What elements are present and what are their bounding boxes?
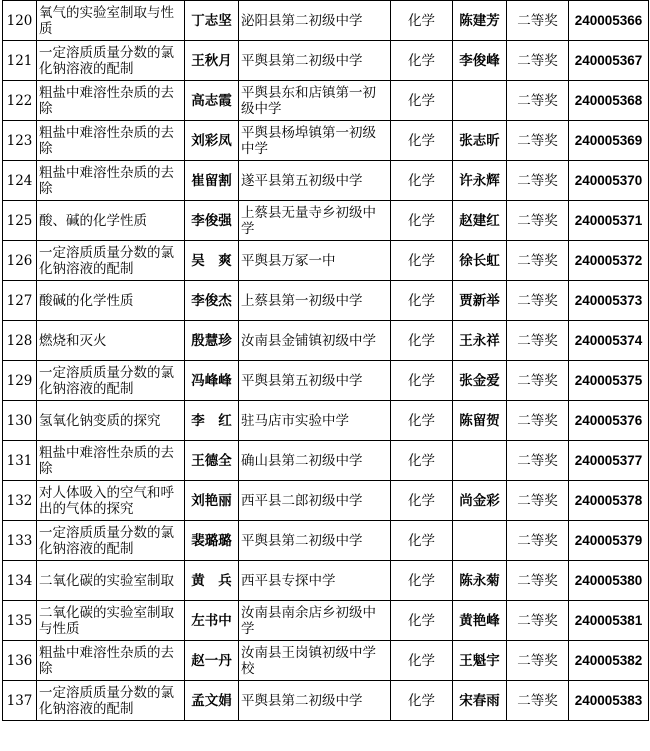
experiment-topic: 粗盐中难溶性杂质的去除	[37, 121, 185, 161]
table-row	[3, 441, 649, 481]
prize-level: 二等奖	[507, 41, 569, 81]
prize-level: 二等奖	[507, 561, 569, 601]
certificate-number: 240005370	[569, 161, 649, 201]
prize-level: 二等奖	[507, 521, 569, 561]
subject: 化学	[391, 281, 453, 321]
school-name: 遂平县第五初级中学	[239, 161, 391, 201]
prize-level: 二等奖	[507, 641, 569, 681]
certificate-number: 240005375	[569, 361, 649, 401]
experiment-topic: 粗盐中难溶性杂质的去除	[37, 441, 185, 481]
certificate-number: 240005374	[569, 321, 649, 361]
school-name: 平舆县第五初级中学	[239, 361, 391, 401]
teacher-name: 陈永菊	[453, 561, 507, 601]
table-row	[3, 601, 649, 641]
teacher-name: 陈建芳	[453, 1, 507, 41]
school-name: 平舆县东和店镇第一初级中学	[239, 81, 391, 121]
experiment-topic: 粗盐中难溶性杂质的去除	[37, 161, 185, 201]
certificate-number: 240005382	[569, 641, 649, 681]
certificate-number: 240005378	[569, 481, 649, 521]
row-number: 124	[3, 161, 37, 201]
school-name: 西平县二郎初级中学	[239, 481, 391, 521]
table-row	[3, 241, 649, 281]
prize-level: 二等奖	[507, 201, 569, 241]
experiment-topic: 氧气的实验室制取与性质	[37, 1, 185, 41]
subject: 化学	[391, 561, 453, 601]
school-name: 平舆县第二初级中学	[239, 41, 391, 81]
prize-level: 二等奖	[507, 1, 569, 41]
experiment-topic: 一定溶质质量分数的氯化钠溶液的配制	[37, 241, 185, 281]
prize-level: 二等奖	[507, 361, 569, 401]
experiment-topic: 酸、碱的化学性质	[37, 201, 185, 241]
certificate-number: 240005381	[569, 601, 649, 641]
certificate-number: 240005371	[569, 201, 649, 241]
school-name: 汝南县南余店乡初级中学	[239, 601, 391, 641]
student-name: 王秋月	[185, 41, 239, 81]
certificate-number: 240005369	[569, 121, 649, 161]
awards-table	[2, 0, 649, 721]
row-number: 132	[3, 481, 37, 521]
teacher-name: 尚金彩	[453, 481, 507, 521]
school-name: 平舆县第二初级中学	[239, 521, 391, 561]
certificate-number: 240005383	[569, 681, 649, 721]
experiment-topic: 一定溶质质量分数的氯化钠溶液的配制	[37, 41, 185, 81]
subject: 化学	[391, 601, 453, 641]
table-row	[3, 481, 649, 521]
row-number: 129	[3, 361, 37, 401]
teacher-name	[453, 521, 507, 561]
row-number: 127	[3, 281, 37, 321]
school-name: 确山县第二初级中学	[239, 441, 391, 481]
subject: 化学	[391, 361, 453, 401]
student-name: 王德全	[185, 441, 239, 481]
certificate-number: 240005377	[569, 441, 649, 481]
teacher-name: 宋春雨	[453, 681, 507, 721]
certificate-number: 240005376	[569, 401, 649, 441]
prize-level: 二等奖	[507, 601, 569, 641]
teacher-name: 贾新举	[453, 281, 507, 321]
subject: 化学	[391, 41, 453, 81]
teacher-name: 徐长虹	[453, 241, 507, 281]
school-name: 泌阳县第二初级中学	[239, 1, 391, 41]
row-number: 134	[3, 561, 37, 601]
experiment-topic: 粗盐中难溶性杂质的去除	[37, 81, 185, 121]
row-number: 135	[3, 601, 37, 641]
school-name: 平舆县杨埠镇第一初级中学	[239, 121, 391, 161]
row-number: 137	[3, 681, 37, 721]
certificate-number: 240005372	[569, 241, 649, 281]
subject: 化学	[391, 401, 453, 441]
prize-level: 二等奖	[507, 441, 569, 481]
certificate-number: 240005366	[569, 1, 649, 41]
student-name: 李 红	[185, 401, 239, 441]
experiment-topic: 燃烧和灭火	[37, 321, 185, 361]
experiment-topic: 一定溶质质量分数的氯化钠溶液的配制	[37, 521, 185, 561]
row-number: 123	[3, 121, 37, 161]
certificate-number: 240005368	[569, 81, 649, 121]
subject: 化学	[391, 201, 453, 241]
table-row	[3, 1, 649, 41]
teacher-name: 陈留贺	[453, 401, 507, 441]
experiment-topic: 二氧化碳的实验室制取与性质	[37, 601, 185, 641]
table-row	[3, 281, 649, 321]
table-row	[3, 561, 649, 601]
school-name: 汝南县王岗镇初级中学校	[239, 641, 391, 681]
teacher-name: 王永祥	[453, 321, 507, 361]
table-row	[3, 681, 649, 721]
experiment-topic: 氢氧化钠变质的探究	[37, 401, 185, 441]
experiment-topic: 酸碱的化学性质	[37, 281, 185, 321]
subject: 化学	[391, 81, 453, 121]
subject: 化学	[391, 1, 453, 41]
row-number: 126	[3, 241, 37, 281]
school-name: 驻马店市实验中学	[239, 401, 391, 441]
prize-level: 二等奖	[507, 121, 569, 161]
school-name: 汝南县金铺镇初级中学	[239, 321, 391, 361]
student-name: 孟文娟	[185, 681, 239, 721]
row-number: 130	[3, 401, 37, 441]
table-row	[3, 321, 649, 361]
student-name: 李俊杰	[185, 281, 239, 321]
student-name: 崔留割	[185, 161, 239, 201]
table-row	[3, 81, 649, 121]
subject: 化学	[391, 441, 453, 481]
student-name: 裴璐璐	[185, 521, 239, 561]
student-name: 刘彩凤	[185, 121, 239, 161]
row-number: 120	[3, 1, 37, 41]
school-name: 平舆县万冢一中	[239, 241, 391, 281]
table-row	[3, 361, 649, 401]
student-name: 赵一丹	[185, 641, 239, 681]
awards-table-body	[3, 1, 649, 721]
teacher-name: 黄艳峰	[453, 601, 507, 641]
prize-level: 二等奖	[507, 401, 569, 441]
teacher-name: 张金爱	[453, 361, 507, 401]
teacher-name	[453, 441, 507, 481]
table-row	[3, 201, 649, 241]
row-number: 125	[3, 201, 37, 241]
prize-level: 二等奖	[507, 321, 569, 361]
experiment-topic: 一定溶质质量分数的氯化钠溶液的配制	[37, 361, 185, 401]
teacher-name: 赵建红	[453, 201, 507, 241]
student-name: 吴 爽	[185, 241, 239, 281]
prize-level: 二等奖	[507, 481, 569, 521]
school-name: 上蔡县第一初级中学	[239, 281, 391, 321]
prize-level: 二等奖	[507, 281, 569, 321]
subject: 化学	[391, 681, 453, 721]
row-number: 131	[3, 441, 37, 481]
subject: 化学	[391, 241, 453, 281]
row-number: 136	[3, 641, 37, 681]
school-name: 上蔡县无量寺乡初级中学	[239, 201, 391, 241]
teacher-name: 王魁宇	[453, 641, 507, 681]
student-name: 冯峰峰	[185, 361, 239, 401]
teacher-name: 许永辉	[453, 161, 507, 201]
student-name: 殷慧珍	[185, 321, 239, 361]
prize-level: 二等奖	[507, 241, 569, 281]
experiment-topic: 对人体吸入的空气和呼出的气体的探究	[37, 481, 185, 521]
student-name: 黄 兵	[185, 561, 239, 601]
subject: 化学	[391, 521, 453, 561]
school-name: 平舆县第二初级中学	[239, 681, 391, 721]
prize-level: 二等奖	[507, 81, 569, 121]
experiment-topic: 二氧化碳的实验室制取	[37, 561, 185, 601]
student-name: 左书中	[185, 601, 239, 641]
certificate-number: 240005380	[569, 561, 649, 601]
student-name: 李俊强	[185, 201, 239, 241]
row-number: 128	[3, 321, 37, 361]
table-row	[3, 121, 649, 161]
subject: 化学	[391, 121, 453, 161]
school-name: 西平县专探中学	[239, 561, 391, 601]
experiment-topic: 粗盐中难溶性杂质的去除	[37, 641, 185, 681]
certificate-number: 240005379	[569, 521, 649, 561]
row-number: 133	[3, 521, 37, 561]
teacher-name	[453, 81, 507, 121]
row-number: 122	[3, 81, 37, 121]
subject: 化学	[391, 481, 453, 521]
certificate-number: 240005367	[569, 41, 649, 81]
teacher-name: 张志昕	[453, 121, 507, 161]
table-row	[3, 401, 649, 441]
certificate-number: 240005373	[569, 281, 649, 321]
row-number: 121	[3, 41, 37, 81]
experiment-topic: 一定溶质质量分数的氯化钠溶液的配制	[37, 681, 185, 721]
student-name: 刘艳丽	[185, 481, 239, 521]
student-name: 高志霞	[185, 81, 239, 121]
table-row	[3, 161, 649, 201]
prize-level: 二等奖	[507, 681, 569, 721]
teacher-name: 李俊峰	[453, 41, 507, 81]
subject: 化学	[391, 321, 453, 361]
table-row	[3, 641, 649, 681]
subject: 化学	[391, 161, 453, 201]
student-name: 丁志坚	[185, 1, 239, 41]
prize-level: 二等奖	[507, 161, 569, 201]
table-row	[3, 521, 649, 561]
subject: 化学	[391, 641, 453, 681]
table-row	[3, 41, 649, 81]
